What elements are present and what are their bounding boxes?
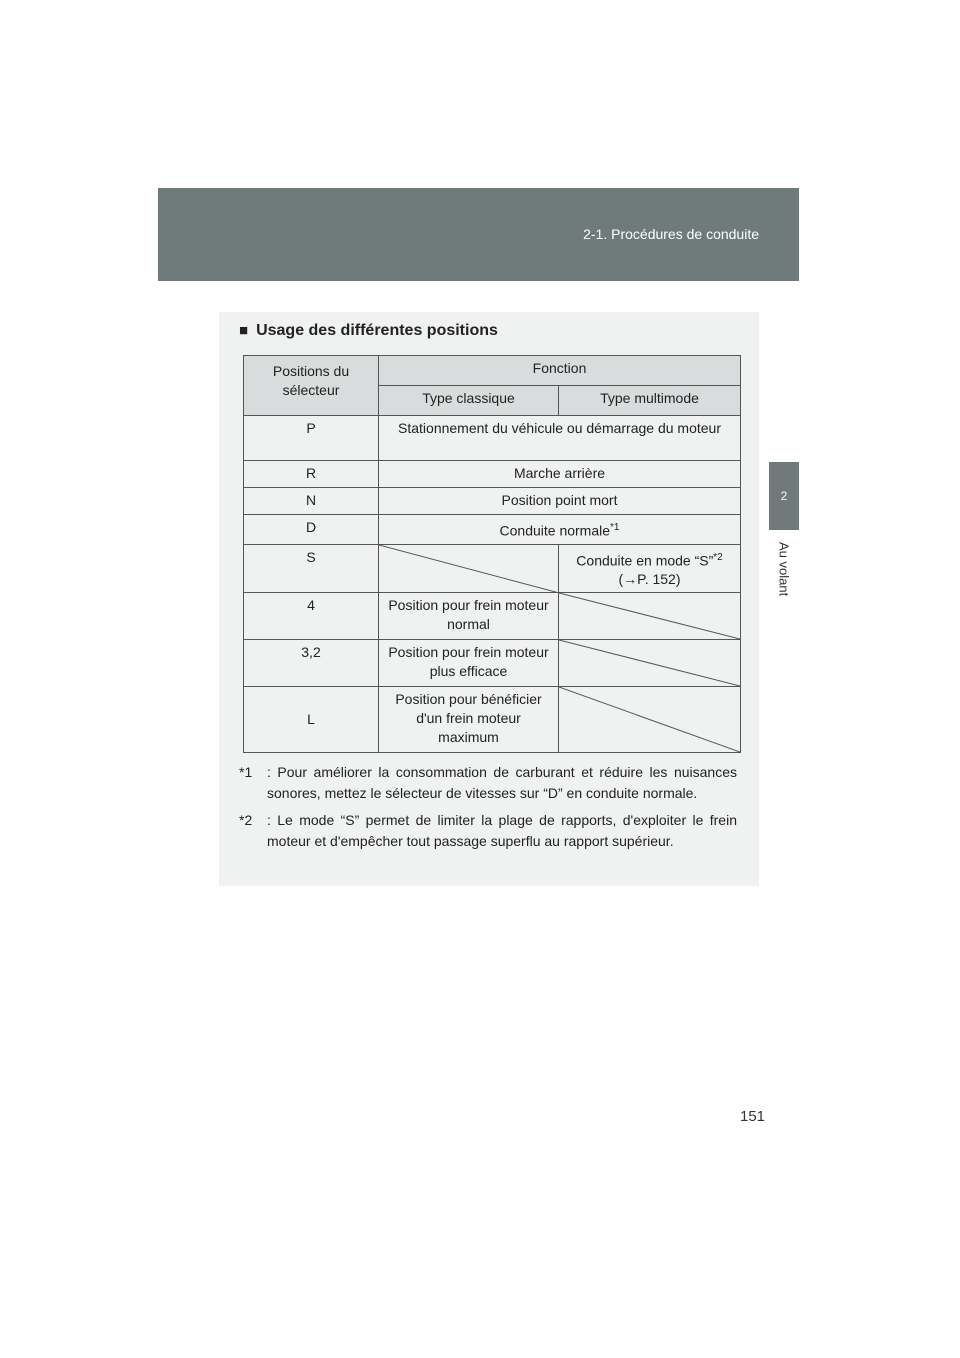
footnotes <box>239 762 737 858</box>
header-selector: Positions du sélecteur <box>244 356 379 416</box>
function-cell: Marche arrière <box>379 461 741 488</box>
footnote-ref: *1 <box>610 522 620 533</box>
function-cell: Position pour bénéficier d'un frein moteur maximum <box>379 687 559 753</box>
diagonal-line <box>379 545 558 593</box>
chapter-tab <box>769 462 799 530</box>
table-row <box>244 640 741 687</box>
table-row <box>244 461 741 488</box>
header-multimode: Type multimode <box>559 386 741 416</box>
function-cell <box>559 544 741 593</box>
table-row <box>244 544 741 593</box>
position-cell: 3,2 <box>244 640 379 687</box>
position-cell: L <box>244 687 379 753</box>
footnote-text: : Pour améliorer la consommation de carburant et réduire les nuisances sonores, mettez le sélecteur de vitesses sur “D” en conduite normale. <box>267 764 737 801</box>
page-reference: (→P. 152) <box>618 571 681 588</box>
diagonal-line <box>559 687 740 752</box>
footnote <box>239 762 737 804</box>
function-cell: Stationnement du véhicule ou démarrage du moteur <box>379 416 741 461</box>
table-row <box>244 488 741 515</box>
diagonal-line <box>559 593 740 639</box>
position-cell: 4 <box>244 593 379 640</box>
empty-diagonal-cell <box>559 687 741 753</box>
table-row <box>244 515 741 545</box>
section-title: Usage des différentes positions <box>256 322 498 339</box>
chapter-label: Au volant <box>776 542 792 597</box>
function-cell <box>379 515 741 545</box>
function-cell: Position pour frein moteur normal <box>379 593 559 640</box>
function-text: Conduite en mode “S” <box>576 552 714 569</box>
position-cell: D <box>244 515 379 545</box>
empty-diagonal-cell <box>379 544 559 593</box>
empty-diagonal-cell <box>559 640 741 687</box>
diagonal-line <box>559 640 740 686</box>
page-number: 151 <box>740 1108 766 1125</box>
footnote-text: : Le mode “S” permet de limiter la plage de rapports, d'exploiter le frein moteur et d'empêcher tout passage superflu au rapport supérieur. <box>267 812 737 849</box>
table-header-row <box>244 356 741 386</box>
header-band <box>158 188 799 281</box>
header-function: Fonction <box>379 356 741 386</box>
info-panel <box>219 312 759 886</box>
position-cell: S <box>244 544 379 593</box>
section-heading <box>239 322 498 340</box>
table-row <box>244 687 741 753</box>
chapter-number: 2 <box>780 489 788 503</box>
function-cell: Position point mort <box>379 488 741 515</box>
square-bullet-icon: ■ <box>239 322 249 339</box>
function-text: Conduite normale <box>499 522 611 539</box>
footnote-mark: *1 <box>239 764 253 780</box>
table-row <box>244 593 741 640</box>
position-cell: R <box>244 461 379 488</box>
position-cell: P <box>244 416 379 461</box>
table-row <box>244 416 741 461</box>
footnote-mark: *2 <box>239 812 253 828</box>
footnote <box>239 810 737 852</box>
footnote-ref: *2 <box>713 551 723 563</box>
selector-position-table <box>243 355 741 753</box>
header-classic: Type classique <box>379 386 559 416</box>
function-cell: Position pour frein moteur plus efficace <box>379 640 559 687</box>
empty-diagonal-cell <box>559 593 741 640</box>
position-cell: N <box>244 488 379 515</box>
chapter-title: 2-1. Procédures de conduite <box>583 226 759 242</box>
